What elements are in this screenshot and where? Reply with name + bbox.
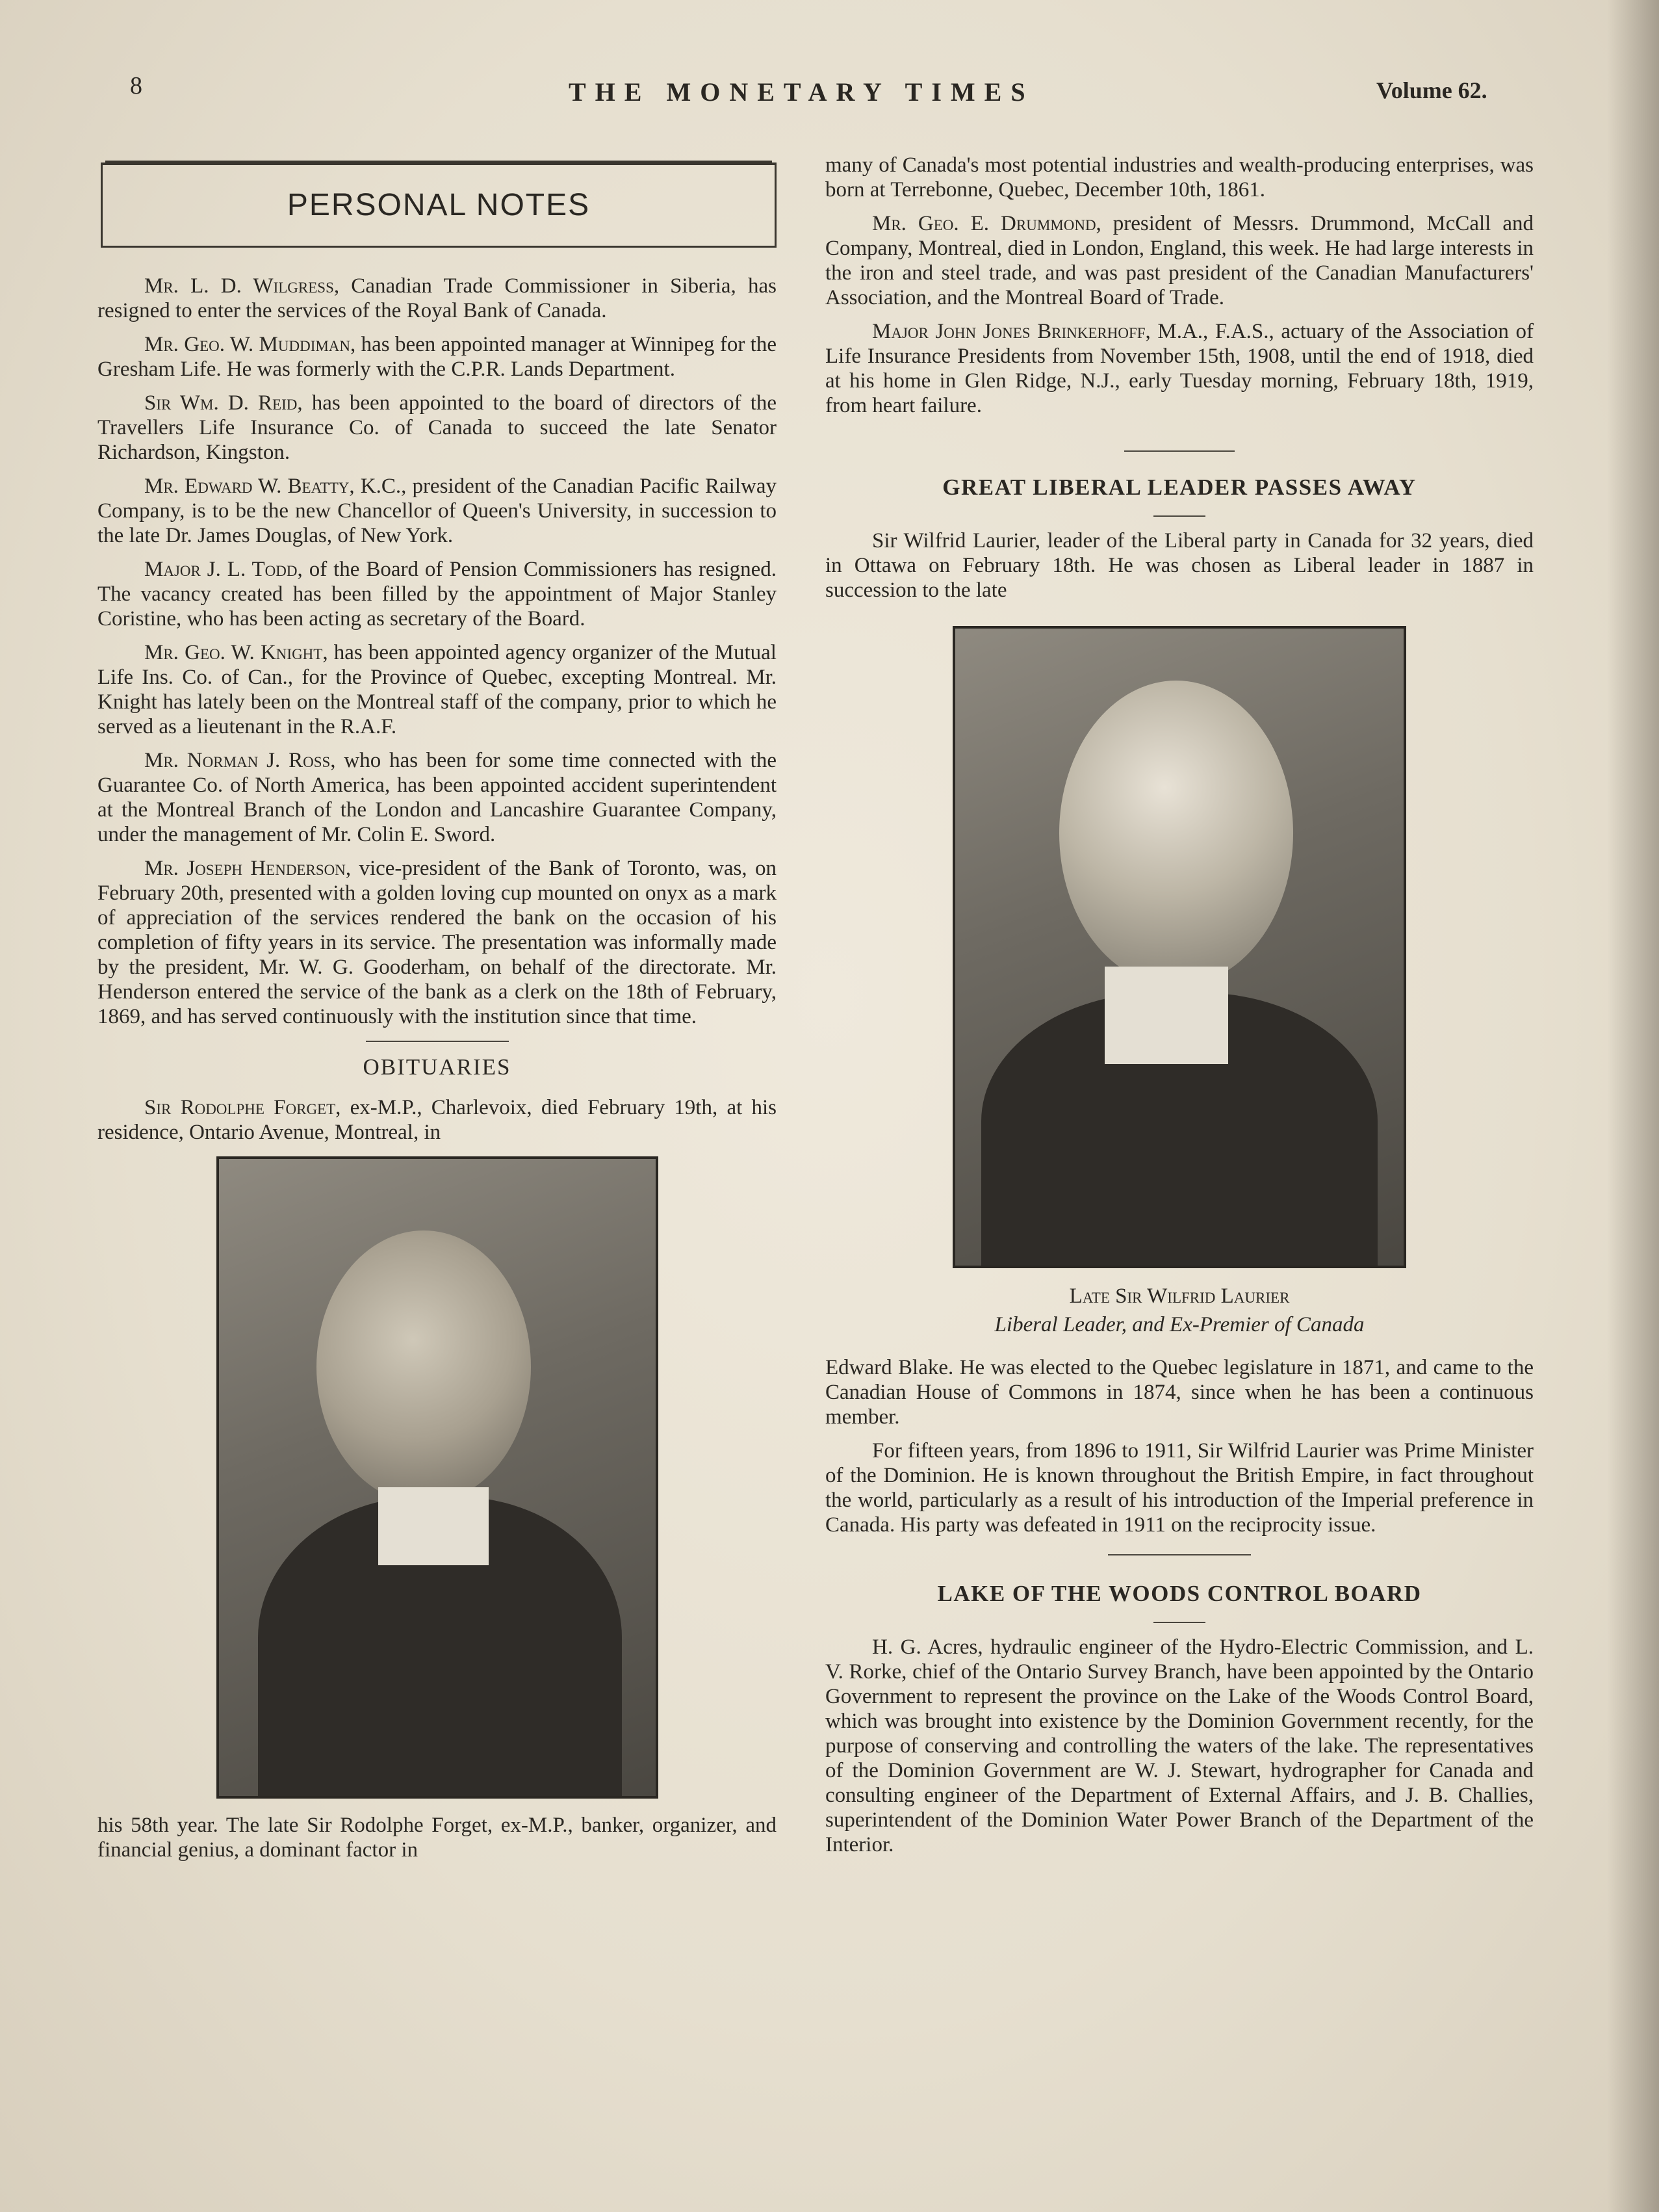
obituaries-title: OBITUARIES <box>363 1054 511 1080</box>
note-item: Mr. Norman J. Ross, who has been for some time connected with the Guarantee Co. of North America, has been appointed accident superintendent at the Montreal Branch of the London and Lancashire Guarantee Company, under the management of Mr. Colin E. Sword. <box>97 749 777 846</box>
note-item: Mr. Joseph Henderson, vice-president of the Bank of Toronto, was, on February 20th, presented with a golden loving cup mounted on onyx as a mark of appreciation of the services rendered the bank on the occasion of his completion of fifty years in its service. The presentation was informally made by the president, Mr. W. G. Gooderham, on behalf of the directorate. Mr. Henderson entered the service of the bank as a clerk on the 18th of February, 1869, and has served continuously with the institution since that time. <box>97 857 777 1028</box>
portrait-face <box>316 1230 531 1503</box>
forget-portrait <box>216 1156 658 1799</box>
section-divider <box>1108 1554 1251 1555</box>
left-column <box>97 163 777 1871</box>
volume-label: Volume 62. <box>1376 77 1487 103</box>
personal-notes-title: PERSONAL NOTES <box>287 188 591 222</box>
section-divider <box>366 1041 509 1042</box>
section-divider-short <box>1153 1622 1205 1623</box>
drummond-obituary: Mr. Geo. E. Drummond, president of Messrs. Drummond, McCall and Company, Montreal, died in London, England, this week. He had large interests in the iron and steel trade, and was past president of the Canadian Manufacturers' Association, and the Montreal Board of Trade. <box>825 212 1534 309</box>
laurier-caption-role: Liberal Leader, and Ex-Premier of Canada <box>994 1313 1365 1336</box>
note-item: Major J. L. Todd, of the Board of Pension Commissioners has resigned. The vacancy created has been filled by the appointment of Major Stanley Coristine, who has been acting as secretary of the Board. <box>97 558 777 631</box>
right-column <box>825 153 1534 1866</box>
page-edge-shadow <box>1607 0 1659 2212</box>
forget-obituary-cont: his 58th year. The late Sir Rodolphe Forget, ex-M.P., banker, organizer, and financial genius, a dominant factor in <box>97 1814 777 1862</box>
note-item: Mr. Geo. W. Knight, has been appointed agency organizer of the Mutual Life Ins. Co. of Can., for the Province of Quebec, excepting Montreal. Mr. Knight has lately been on the Montreal staff of the company, prior to which he served as a lieutenant in the R.A.F. <box>97 641 777 738</box>
portrait-face <box>1059 681 1293 986</box>
note-item: Mr. Edward W. Beatty, K.C., president of the Canadian Pacific Railway Company, is to be the new Chancellor of Queen's University, in succession to the late Dr. James Douglas, of New York. <box>97 475 777 547</box>
lake-of-woods-title: LAKE OF THE WOODS CONTROL BOARD <box>937 1581 1422 1606</box>
note-item: Sir Wm. D. Reid, has been appointed to the board of directors of the Travellers Life Insurance Co. of Canada to succeed the late Senator Richardson, Kingston. <box>97 391 777 464</box>
brinkerhoff-obituary: Major John Jones Brinkerhoff, M.A., F.A.S., actuary of the Association of Life Insurance Presidents from November 15th, 1908, until the end of 1918, died at his home in Glen Ridge, N.J., early Tuesday morning, February 18th, 1919, from heart failure. <box>825 320 1534 417</box>
section-divider-short <box>1153 515 1205 517</box>
lake-of-woods-paragraph: H. G. Acres, hydraulic engineer of the Hydro-Electric Commission, and L. V. Rorke, chief of the Ontario Survey Branch, have been appointed by the Ontario Government to represent the province on the Lake of the Woods Control Board, which was brought into existence by the Dominion Government recently, for the purpose of conserving and controlling the waters of the lake. The representatives of the Dominion Government are W. J. Stewart, hydrographer for Canada and consulting engineer of the Department of External Affairs, and J. B. Challies, superintendent of the Dominion Water Power Branch of the Department of the Interior. <box>825 1635 1534 1856</box>
laurier-paragraph-2: Edward Blake. He was elected to the Quebec legislature in 1871, and came to the Canadian House of Commons in 1874, since when he has been a continuous member. <box>825 1356 1534 1429</box>
section-divider <box>1124 450 1235 452</box>
portrait-collar <box>378 1487 489 1565</box>
personal-notes-title-box <box>101 163 777 248</box>
laurier-title: GREAT LIBERAL LEADER PASSES AWAY <box>942 475 1417 500</box>
laurier-paragraph-1: Sir Wilfrid Laurier, leader of the Liberal party in Canada for 32 years, died in Ottawa on February 18th. He was chosen as Liberal leader in 1887 in succession to the late <box>825 529 1534 602</box>
note-item: Mr. L. D. Wilgress, Canadian Trade Commissioner in Siberia, has resigned to enter the services of the Royal Bank of Canada. <box>97 274 777 322</box>
note-item: Mr. Geo. W. Muddiman, has been appointed manager at Winnipeg for the Gresham Life. He was formerly with the C.P.R. Lands Department. <box>97 333 777 381</box>
laurier-caption-name: Late Sir Wilfrid Laurier <box>1069 1284 1290 1308</box>
page-number: 8 <box>130 72 142 99</box>
forget-obituary-cont-2: many of Canada's most potential industries and wealth-producing enterprises, was born at Terrebonne, Quebec, December 10th, 1861. <box>825 153 1534 202</box>
portrait-collar <box>1105 967 1228 1064</box>
forget-obituary: Sir Rodolphe Forget, ex-M.P., Charlevoix, died February 19th, at his residence, Ontario Avenue, Montreal, in <box>97 1096 777 1144</box>
laurier-portrait <box>953 626 1406 1268</box>
journal-title: THE MONETARY TIMES <box>569 77 1035 107</box>
laurier-paragraph-3: For fifteen years, from 1896 to 1911, Sir Wilfrid Laurier was Prime Minister of the Dominion. He is known throughout the British Empire, in fact throughout the world, particularly as a result of his introduction of the Imperial preference in Canada. His party was defeated in 1911 on the reciprocity issue. <box>825 1439 1534 1537</box>
